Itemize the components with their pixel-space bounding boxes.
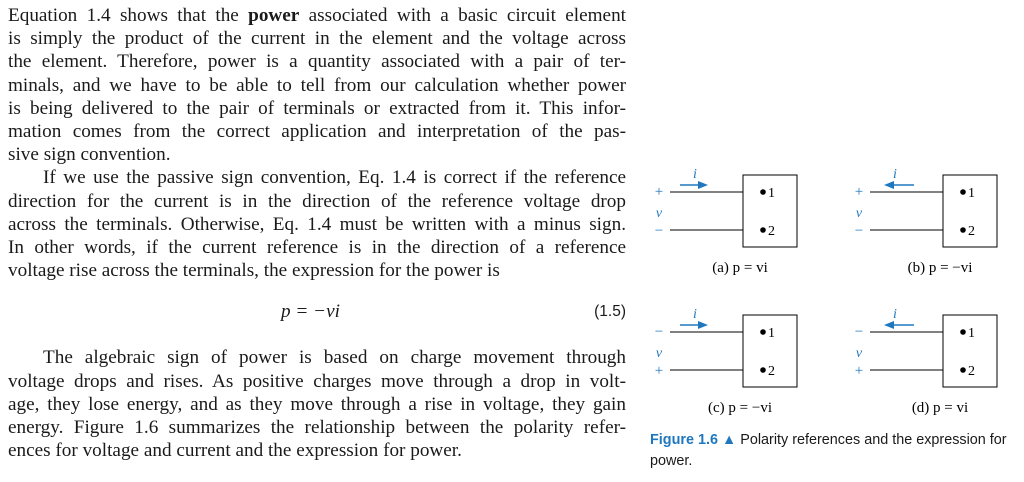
polarity-top: − (654, 324, 664, 340)
terminal-dot-1 (760, 189, 766, 195)
text-line: age, they lose energy, and as they move through a rise in voltage, they gain (8, 393, 626, 415)
equation-body: p = −vi (281, 301, 340, 323)
text-line: Equation 1.4 shows that the power associated with a basic circuit element (8, 5, 626, 26)
polarity-bottom: + (854, 363, 864, 379)
terminal-dot-1 (760, 329, 766, 335)
text-line: is being delivered to the pair of terminals or extracted from it. This infor- (8, 97, 626, 119)
current-label: i (893, 307, 897, 322)
current-arrow-head (698, 321, 708, 329)
polarity-diagram (640, 160, 1020, 430)
terminal-dot-1 (960, 189, 966, 195)
paragraph-2 (8, 166, 626, 282)
voltage-label: v (655, 206, 663, 221)
text-line: ences for voltage and current and the expression for power. (8, 440, 462, 462)
text-line: the element. Therefore, power is a quantity associated with a pair of ter- (8, 51, 626, 73)
text-line: voltage rise across the terminals, the expression for the power is (8, 260, 500, 282)
voltage-label: v (855, 346, 863, 361)
current-label: i (893, 167, 897, 182)
terminal-label-1: 1 (968, 326, 975, 341)
text-line: The algebraic sign of power is based on charge movement through (43, 347, 626, 369)
terminal-dot-2 (960, 367, 966, 373)
text-line: mation comes from the correct application and interpretation of the pas- (8, 121, 626, 143)
terminal-label-2: 2 (768, 224, 775, 239)
voltage-label: v (855, 206, 863, 221)
paragraph-1 (8, 4, 626, 166)
text-line: voltage drops and rises. As positive charges move through a drop in volt- (8, 370, 626, 392)
paragraph-3 (8, 346, 626, 462)
text-line: If we use the passive sign convention, Eq. 1.4 is correct if the reference (43, 167, 626, 189)
triangle-icon: ▲ (721, 432, 737, 448)
text-line: energy. Figure 1.6 summarizes the relationship between the polarity refer- (8, 417, 626, 439)
current-arrow-head (698, 181, 708, 189)
panel-caption-c: (c) p = −vi (708, 400, 772, 416)
polarity-top: + (654, 184, 664, 200)
polarity-bottom: − (654, 223, 664, 239)
caption-text: Polarity references and the expression for power. (650, 432, 1007, 469)
terminal-label-2: 2 (768, 364, 775, 379)
panel-caption-a: (a) p = vi (712, 260, 768, 276)
figure-caption (650, 430, 1010, 472)
polarity-bottom: + (654, 363, 664, 379)
current-arrow-head (884, 181, 894, 189)
current-arrow-head (884, 321, 894, 329)
equation-number: (1.5) (594, 303, 626, 321)
voltage-label: v (655, 346, 663, 361)
terminal-label-1: 1 (768, 326, 775, 341)
terminal-label-1: 1 (968, 186, 975, 201)
terminal-label-2: 2 (968, 364, 975, 379)
polarity-top: + (854, 184, 864, 200)
text-line: across the terminals. Otherwise, Eq. 1.4 must be written with a minus sign. (8, 213, 626, 235)
panel-caption-b: (b) p = −vi (907, 260, 973, 276)
equation-1-5 (8, 292, 626, 332)
figure-label: Figure 1.6 (650, 432, 718, 448)
terminal-dot-2 (760, 367, 766, 373)
polarity-bottom: − (854, 223, 864, 239)
text-line: In other words, if the current reference is in the direction of a reference (8, 237, 626, 259)
terminal-label-2: 2 (968, 224, 975, 239)
terminal-dot-2 (760, 227, 766, 233)
text-line: minals, and we have to be able to tell from our calculation whether power (8, 74, 626, 96)
current-label: i (693, 307, 697, 322)
terminal-dot-1 (960, 329, 966, 335)
text-line: is simply the product of the current in the element and the voltage across (8, 28, 626, 50)
current-label: i (693, 167, 697, 182)
bold-term: power (248, 5, 300, 26)
terminal-dot-2 (960, 227, 966, 233)
panel-caption-d: (d) p = vi (911, 400, 969, 416)
text-line: sive sign convention. (8, 144, 171, 166)
text-line: direction for the current is in the direction of the reference voltage drop (8, 190, 626, 212)
terminal-label-1: 1 (768, 186, 775, 201)
body-text (8, 4, 626, 462)
polarity-top: − (854, 324, 864, 340)
